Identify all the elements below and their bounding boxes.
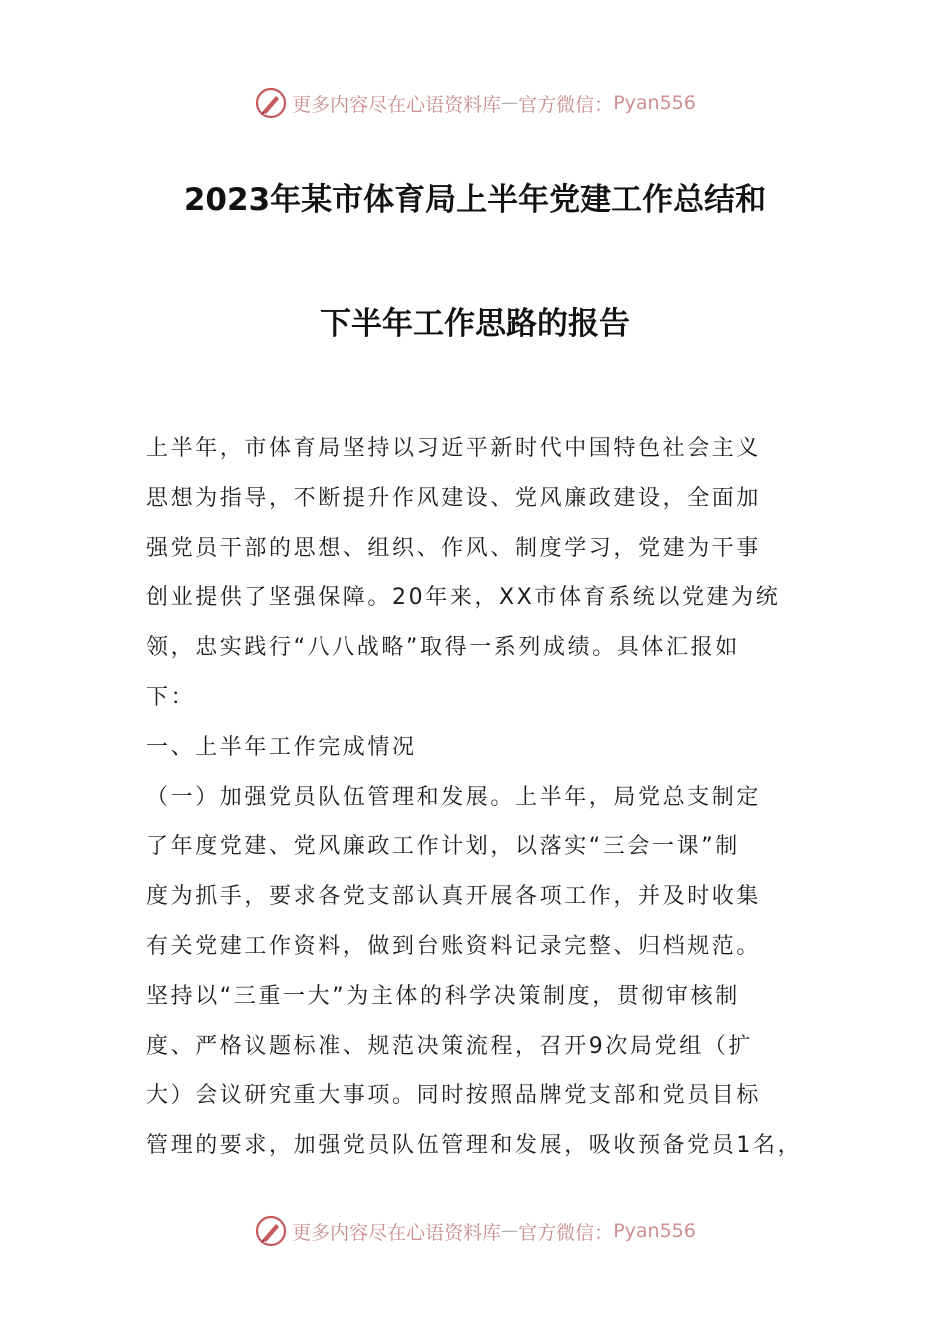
document-body (146, 424, 806, 1171)
body-line: 上半年，市体育局坚持以习近平新时代中国特色社会主义 (146, 436, 762, 461)
header-watermark (0, 86, 950, 120)
document-title-line-1: 2023年某市体育局上半年党建工作总结和 (183, 182, 767, 218)
watermark-separator: — (501, 93, 519, 113)
pen-logo-icon (254, 86, 288, 120)
body-line: 坚持以“三重一大”为主体的科学决策制度，贯彻审核制 (146, 983, 740, 1009)
body-line: 下： (146, 684, 196, 710)
watermark-text: 更多内容尽在心语资料库 (292, 1221, 502, 1244)
footer-watermark (0, 1214, 950, 1248)
watermark-text: 更多内容尽在心语资料库 (292, 93, 502, 116)
body-line: 强党员干部的思想、组织、作风、制度学习，党建为干事 (146, 535, 762, 561)
watermark-account: Pyan556 (613, 1220, 696, 1242)
watermark-contact: 官方微信： (518, 1221, 614, 1244)
watermark-account: Pyan556 (613, 92, 696, 114)
body-line: 领，忠实践行“八八战略”取得一系列成绩。具体汇报如 (146, 635, 740, 661)
subsection-line: （一）加强党员队伍管理和发展。上半年，局党总支制定 (146, 784, 762, 810)
body-line: 度、严格议题标准、规范决策流程，召开9次局党组（扩 (146, 1033, 753, 1059)
section-heading: 一、上半年工作完成情况 (146, 734, 417, 760)
watermark-separator: — (501, 1221, 519, 1241)
body-line: 大）会议研究重大事项。同时按照品牌党支部和党员目标 (146, 1083, 762, 1109)
body-line: 了年度党建、党风廉政工作计划，以落实“三会一课”制 (146, 834, 740, 860)
watermark-contact: 官方微信： (518, 93, 614, 116)
document-title-line-2: 下半年工作思路的报告 (320, 306, 630, 342)
body-line: 管理的要求，加强党员队伍管理和发展，吸收预备党员1名， (146, 1133, 803, 1159)
body-line: 思想为指导，不断提升作风建设、党风廉政建设，全面加 (146, 485, 762, 511)
body-line: 创业提供了坚强保障。20年来，XX市体育系统以党建为统 (146, 585, 781, 611)
body-line: 度为抓手，要求各党支部认真开展各项工作，并及时收集 (146, 884, 762, 910)
body-line: 有关党建工作资料，做到台账资料记录完整、归档规范。 (146, 933, 762, 959)
pen-logo-icon (254, 1214, 288, 1248)
